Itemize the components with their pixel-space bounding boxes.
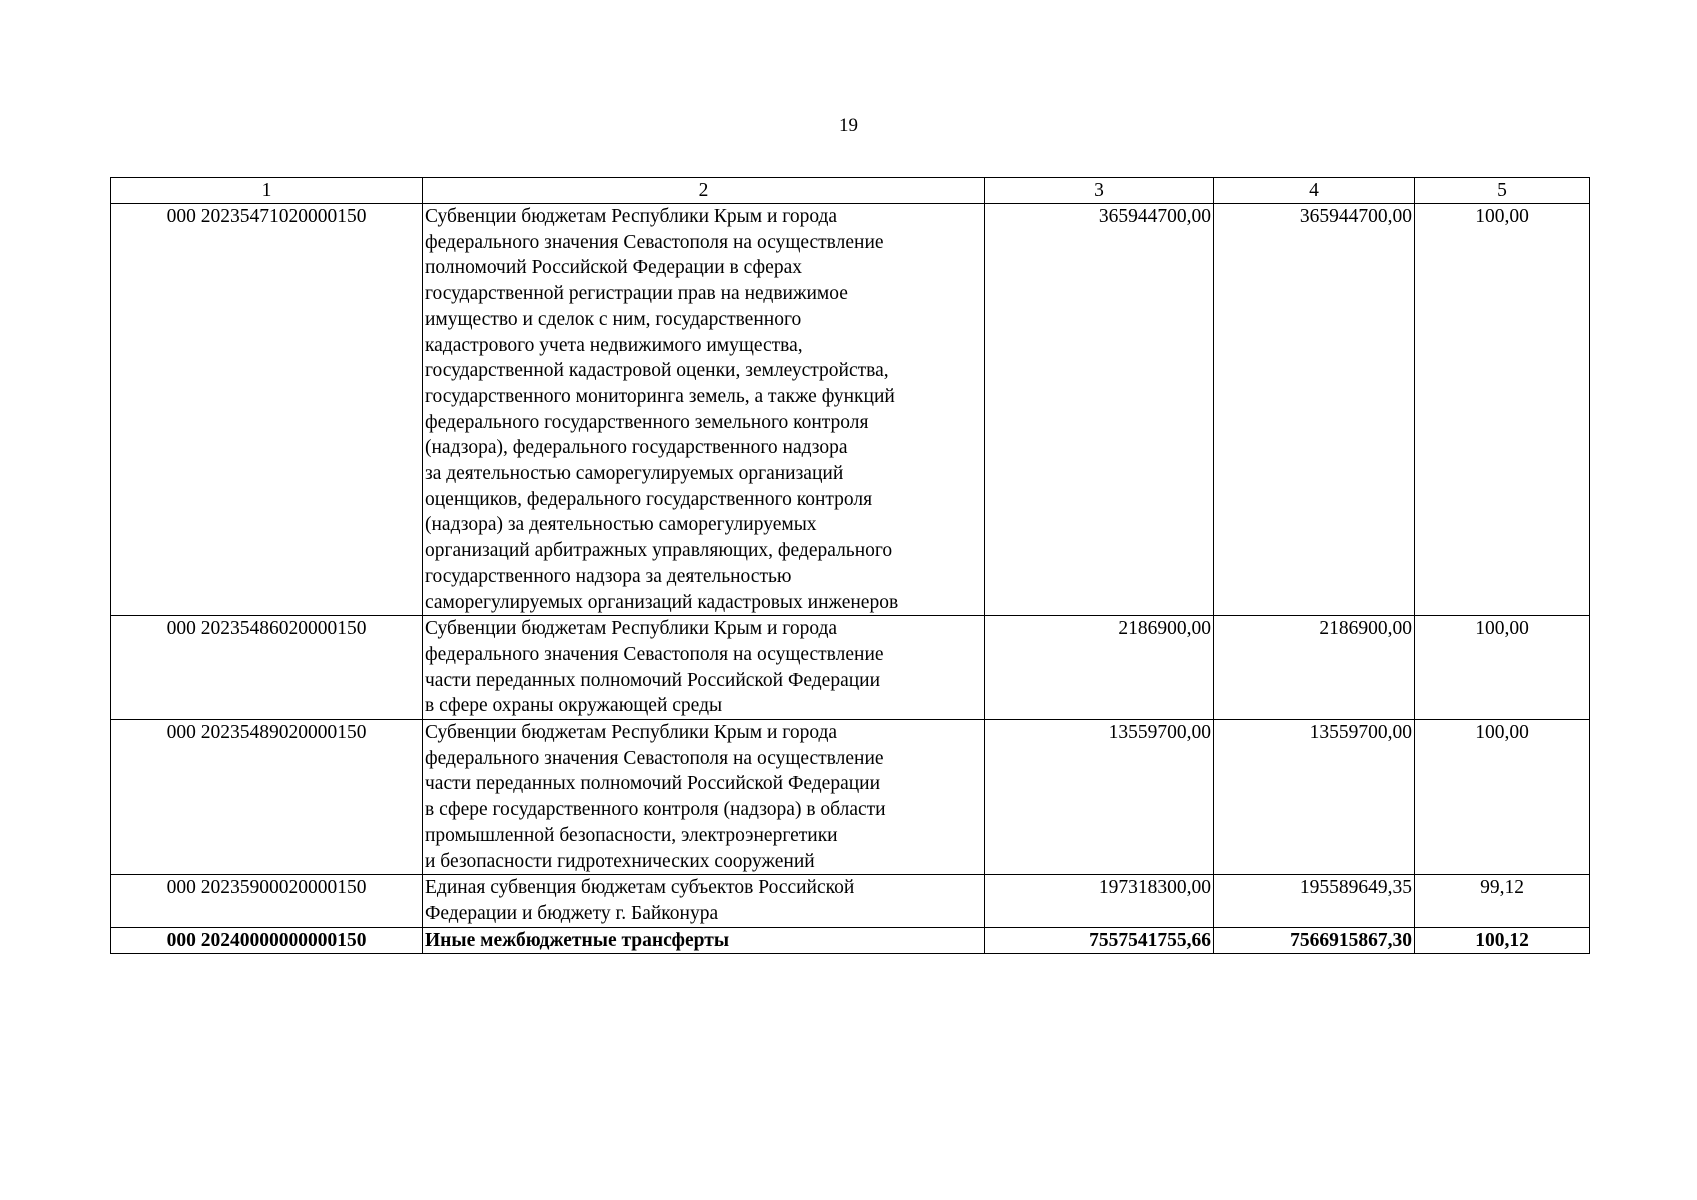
budget-table <box>110 177 1590 954</box>
description-line: Единая субвенция бюджетам субъектов Российской <box>425 877 855 899</box>
description-line: государственного мониторинга земель, а также функций <box>425 385 895 407</box>
header-col-2: 2 <box>423 178 985 204</box>
total-code: 000 20240000000000150 <box>111 927 423 954</box>
total-row <box>111 927 1590 954</box>
description-line: за деятельностью саморегулируемых организаций <box>425 463 844 485</box>
description-line: кадастрового учета недвижимого имущества, <box>425 334 803 356</box>
description-line: государственного надзора за деятельностью <box>425 565 792 587</box>
row-description <box>423 616 985 720</box>
row-actual-amount: 2186900,00 <box>1214 616 1415 720</box>
table-header <box>111 178 1590 204</box>
description-line: организаций арбитражных управляющих, федерального <box>425 540 893 562</box>
row-code: 000 20235471020000150 <box>111 204 423 616</box>
header-col-3: 3 <box>985 178 1214 204</box>
table-row <box>111 720 1590 875</box>
header-col-4: 4 <box>1214 178 1415 204</box>
header-col-1: 1 <box>111 178 423 204</box>
description-line: и безопасности гидротехнических сооружений <box>425 850 815 872</box>
description-line: государственной кадастровой оценки, землеустройства, <box>425 360 889 382</box>
row-actual-amount: 195589649,35 <box>1214 875 1415 927</box>
total-actual-amount: 7566915867,30 <box>1214 927 1415 954</box>
row-plan-amount: 365944700,00 <box>985 204 1214 616</box>
row-percent: 100,00 <box>1415 204 1590 616</box>
description-line: в сфере государственного контроля (надзора) в области <box>425 799 886 821</box>
description-line: Федерации и бюджету г. Байконура <box>425 902 719 924</box>
description-line: (надзора) за деятельностью саморегулируемых <box>425 514 817 536</box>
description-line: Субвенции бюджетам Республики Крым и города <box>425 618 838 640</box>
description-line: части переданных полномочий Российской Федерации <box>425 773 881 795</box>
description-line: федерального значения Севастополя на осуществление <box>425 231 884 253</box>
row-percent: 100,00 <box>1415 616 1590 720</box>
total-description: Иные межбюджетные трансферты <box>423 927 985 954</box>
table-row <box>111 616 1590 720</box>
header-row <box>111 178 1590 204</box>
description-line: части переданных полномочий Российской Федерации <box>425 669 881 691</box>
row-plan-amount: 197318300,00 <box>985 875 1214 927</box>
description-line: Субвенции бюджетам Республики Крым и города <box>425 206 838 227</box>
description-line: федерального государственного земельного контроля <box>425 411 869 433</box>
total-plan-amount: 7557541755,66 <box>985 927 1214 954</box>
total-percent: 100,12 <box>1415 927 1590 954</box>
row-description <box>423 720 985 875</box>
row-description <box>423 875 985 927</box>
row-code: 000 20235489020000150 <box>111 720 423 875</box>
row-code: 000 20235486020000150 <box>111 616 423 720</box>
row-code: 000 20235900020000150 <box>111 875 423 927</box>
description-line: государственной регистрации прав на недвижимое <box>425 283 848 305</box>
row-percent: 99,12 <box>1415 875 1590 927</box>
table-body <box>111 204 1590 954</box>
description-line: в сфере охраны окружающей среды <box>425 695 723 717</box>
header-col-5: 5 <box>1415 178 1590 204</box>
description-line: федерального значения Севастополя на осуществление <box>425 643 884 665</box>
table-row <box>111 875 1590 927</box>
description-line: оценщиков, федерального государственного контроля <box>425 488 873 510</box>
description-line: Субвенции бюджетам Республики Крым и города <box>425 722 838 744</box>
description-line: (надзора), федерального государственного надзора <box>425 437 848 459</box>
row-actual-amount: 13559700,00 <box>1214 720 1415 875</box>
table-row <box>111 204 1590 616</box>
description-line: имущество и сделок с ним, государственного <box>425 308 802 330</box>
description-line: федерального значения Севастополя на осуществление <box>425 747 884 769</box>
description-line: полномочий Российской Федерации в сферах <box>425 257 802 279</box>
description-line: саморегулируемых организаций кадастровых инженеров <box>425 591 899 613</box>
row-plan-amount: 2186900,00 <box>985 616 1214 720</box>
row-description <box>423 204 985 616</box>
page-number: 19 <box>839 115 858 136</box>
description-line: промышленной безопасности, электроэнергетики <box>425 824 838 846</box>
row-actual-amount: 365944700,00 <box>1214 204 1415 616</box>
row-percent: 100,00 <box>1415 720 1590 875</box>
row-plan-amount: 13559700,00 <box>985 720 1214 875</box>
